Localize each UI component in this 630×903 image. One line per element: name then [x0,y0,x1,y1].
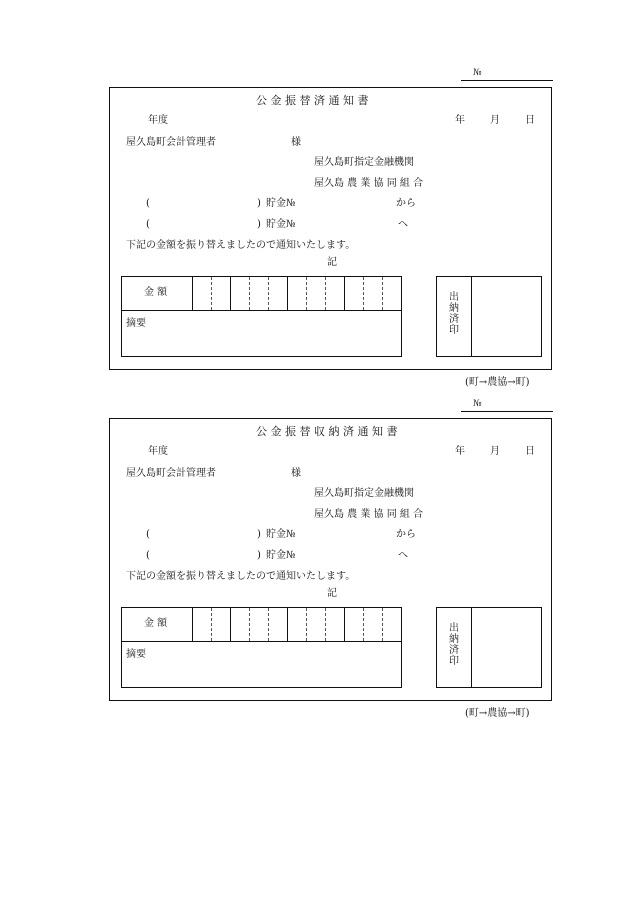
date-month-label: 月 [490,115,500,126]
sender-bank: 屋久島町指定金融機関 [314,157,414,168]
to-close-paren: ) [257,550,261,561]
transfer-receipt-notice-form [0,331,630,719]
from-account-label[interactable]: 貯金№ [266,529,296,540]
digit-divider [363,608,364,641]
digit-divider [249,277,250,310]
amount-row [122,277,401,311]
from-account-label[interactable]: 貯金№ [266,198,296,209]
to-open-paren: ( [146,219,150,230]
digit-divider [192,277,193,310]
from-direction: から [396,529,416,540]
date-day-label: 日 [525,446,535,457]
seal-divider [471,608,472,687]
digit-divider [249,608,250,641]
form-title: 公 金 振 替 収 納 済 通 知 書 [256,425,398,438]
digit-divider [268,277,269,310]
digit-divider [306,608,307,641]
record-label: 記 [327,588,337,599]
digit-divider [344,608,345,641]
recipient-name: 屋久島町会計管理者 [126,137,216,148]
to-open-paren: ( [146,550,150,561]
digit-divider [306,277,307,310]
digit-divider [325,608,326,641]
date-month-label: 月 [490,446,500,457]
record-label: 記 [327,257,337,268]
digit-divider [211,608,212,641]
from-close-paren: ) [257,529,261,540]
fiscal-year-label: 年度 [148,115,168,126]
form-title: 公 金 振 替 済 通 知 書 [256,94,369,107]
from-close-paren: ) [257,198,261,209]
notice-text: 下記の金額を振り替えましたので通知いたします。 [126,571,356,582]
sender-coop: 屋久島 農 業 協 同 組 合 [314,509,424,520]
digit-divider [344,277,345,310]
transfer-notice-form [0,0,630,388]
digit-divider [287,277,288,310]
recipient-honorific: 様 [291,137,301,148]
date-year-label: 年 [455,115,465,126]
number-field[interactable] [461,66,553,81]
from-open-paren: ( [146,198,150,209]
to-direction: へ [398,219,408,230]
digit-divider [192,608,193,641]
seal-label: 出納済印 [449,292,459,336]
from-direction: から [396,198,416,209]
summary-label: 摘要 [126,649,146,660]
digit-divider [230,277,231,310]
summary-label: 摘要 [126,318,146,329]
digit-divider [382,277,383,310]
digit-divider [363,277,364,310]
recipient-honorific: 様 [291,468,301,479]
digit-divider [230,608,231,641]
notice-text: 下記の金額を振り替えましたので通知いたします。 [126,240,356,251]
amount-label: 金 額 [144,618,168,629]
date-year-label: 年 [455,446,465,457]
number-field[interactable] [461,397,553,412]
digit-divider [382,608,383,641]
fiscal-year-label: 年度 [148,446,168,457]
to-direction: へ [398,550,408,561]
flow-note: (町→農協→町) [465,377,530,388]
digit-divider [325,277,326,310]
number-label: № [473,399,482,409]
sender-bank: 屋久島町指定金融機関 [314,488,414,499]
flow-note: (町→農協→町) [465,708,530,719]
to-account-label[interactable]: 貯金№ [266,219,296,230]
seal-label: 出納済印 [449,623,459,667]
seal-box [436,607,542,688]
to-close-paren: ) [257,219,261,230]
number-label: № [473,68,482,78]
digit-divider [287,608,288,641]
amount-row [122,608,401,642]
date-day-label: 日 [525,115,535,126]
digit-divider [211,277,212,310]
sender-coop: 屋久島 農 業 協 同 組 合 [314,178,424,189]
amount-summary-box [121,607,402,688]
recipient-name: 屋久島町会計管理者 [126,468,216,479]
to-account-label[interactable]: 貯金№ [266,550,296,561]
from-open-paren: ( [146,529,150,540]
digit-divider [268,608,269,641]
amount-label: 金 額 [144,287,168,298]
